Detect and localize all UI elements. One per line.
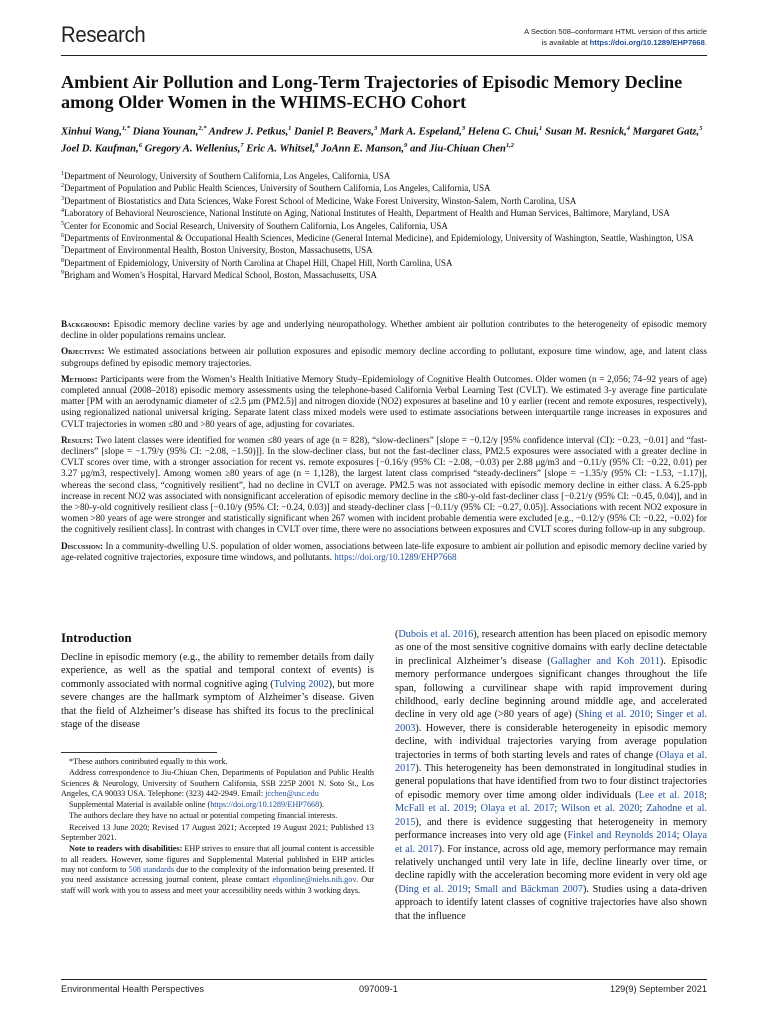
author-name: Gregory A. Wellenius, [141, 143, 241, 155]
author-affiliation-marker: 3 [373, 125, 378, 132]
affiliation-list [61, 169, 713, 280]
affiliation-text: Department of Biostatistics and Data Sciences, Wake Forest School of Medicine, Wake Forest University, Winston-Salem, North Carolina, USA [64, 195, 577, 206]
author-affiliation-marker: 8 [315, 141, 319, 149]
rc-text: ; [676, 830, 683, 842]
intro-text-a: Decline in episodic memory (e.g., the ability to remember details from daily experience, as well as the spatial and temporal context of events) is commonly associated with normal cognitive aging ( [61, 652, 374, 690]
rc-text: ; [554, 803, 561, 815]
affiliation-number: 4 [61, 208, 64, 215]
affiliation-item [61, 231, 713, 243]
footer-journal: Environmental Health Perspectives [61, 984, 204, 994]
author-affiliation-marker: 3 [461, 125, 466, 132]
background-text: Episodic memory decline varies by age and underlying neuropathology. Whether ambient air pollution contributes to the heterogeneity of episodic memory decline in older populations remains unclear. [61, 319, 707, 341]
note-line-2: is available at [541, 38, 590, 47]
introduction-heading: Introduction [61, 630, 132, 645]
discussion-label: Discussion: [61, 540, 104, 551]
author-name: Eric A. Whitsel, [243, 143, 316, 155]
affiliation-number: 1 [61, 171, 64, 177]
background-label: Background: [61, 319, 111, 329]
abstract-doi-link[interactable]: https://doi.org/10.1289/EHP7668 [334, 551, 457, 562]
footer-rule [61, 979, 707, 980]
footnote-equal: *These authors contributed equally to this work. [69, 757, 228, 766]
note-line-1: A Section 508–conformant HTML version of this article [524, 27, 707, 36]
abstract-background [61, 319, 707, 341]
note-doi-link[interactable]: https://doi.org/10.1289/EHP7668 [589, 38, 705, 47]
ref-wilson[interactable]: Wilson et al. 2020 [560, 803, 640, 815]
ref-tulving[interactable]: Tulving 2002 [273, 678, 329, 690]
ref-dubois[interactable]: Dubois et al. 2016 [398, 629, 474, 640]
affiliation-text: Brigham and Women’s Hospital, Harvard Medical School, Boston, Massachusetts, USA [64, 269, 377, 280]
left-column [61, 630, 374, 731]
affiliation-item [61, 268, 713, 280]
affiliation-item [61, 256, 713, 268]
intro-paragraph [61, 651, 374, 731]
affiliation-number: 8 [61, 257, 64, 264]
rc-text: ). Episodic memory performance undergoes significant changes throughout the life span, following a curvilinear shape with rapid improvement during childhood, early decline beginning around middle age, and accelerated decline in very old age (>80 years of age) ( [395, 655, 708, 721]
rc-text: ). Studies using a data-driven approach to identify latent classes of cognitive trajectories have also shown that the influence [395, 883, 707, 922]
affiliation-text: Laboratory of Behavioral Neuroscience, National Institute on Aging, National Institutes of Health, Department of Health and Human Services, Baltimore, Maryland, USA [64, 208, 670, 219]
affiliation-number: 3 [61, 195, 64, 202]
ref-olaya-3[interactable]: Olaya et al. 2017 [395, 830, 707, 855]
affiliation-item [61, 243, 713, 255]
author-affiliation-marker: 2,* [198, 125, 207, 132]
supp-link[interactable]: https://doi.org/10.1289/EHP7668 [210, 800, 320, 810]
ref-finkel[interactable]: Finkel and Reynolds 2014 [567, 830, 677, 842]
ref-small[interactable]: Small and Bäckman 2007 [474, 883, 583, 895]
ref-singer[interactable]: Singer et al. 2003 [395, 709, 708, 734]
footnote-supplemental [61, 800, 374, 810]
supp-end: ). [319, 800, 325, 810]
email-link[interactable]: jcchen@usc.edu [265, 788, 319, 798]
rc-text: ; [473, 803, 481, 815]
right-column [395, 628, 707, 923]
footer-page-number: 097009-1 [359, 984, 398, 994]
abstract-objectives [61, 346, 707, 368]
affiliation-item [61, 194, 713, 206]
affiliation-number: 6 [61, 232, 64, 239]
abstract-discussion [61, 541, 707, 563]
supp-text: Supplemental Material is available online ( [69, 800, 211, 810]
rc-text: ). However, there is considerable heterogeneity in episodic memory decline, with individual trajectories varying from average population trajectories in terms of both starting levels and rates of change ( [395, 722, 707, 761]
author-name: Xinhui Wang, [61, 126, 122, 138]
intro-text-b: ), but more severe changes are the hallmark symptom of Alzheimer’s disease. Given that the field of Alzheimer’s disease has shifted its focus to the preclinical stage of the disease [61, 678, 375, 731]
author-name: Helena C. Chui, [465, 126, 540, 138]
footnote-rule [61, 752, 217, 753]
rc-text: ; [704, 789, 707, 801]
header-rule [61, 55, 707, 56]
author-affiliation-marker: 5 [699, 125, 703, 132]
footer-issue: 129(9) September 2021 [609, 984, 707, 994]
author-affiliation-marker: 1,* [121, 125, 130, 132]
affiliation-item [61, 169, 713, 181]
section-label: Research [61, 22, 146, 47]
ref-olaya-2[interactable]: Olaya et al. 2017 [480, 803, 555, 815]
rc-text: ; [467, 883, 475, 895]
ref-gallagher[interactable]: Gallagher and Koh 2011 [550, 655, 660, 667]
affiliation-text: Department of Epidemiology, University of North Carolina at Chapel Hill, Chapel Hill, North Carolina, USA [64, 257, 453, 268]
note-text-c: . Our staff will work with you to assess and meet your accessibility needs within 3 working days. [61, 875, 374, 895]
author-affiliation-marker: 7 [240, 141, 244, 149]
ref-shing[interactable]: Shing et al. 2010 [578, 709, 651, 721]
author-name: Andrew J. Petkus, [206, 126, 289, 138]
rc-text: ), and there is evidence suggesting that heterogeneity in memory performance increases into very old age ( [395, 816, 707, 842]
note-label: Note to readers with disabilities: [69, 844, 183, 854]
ref-zahodne[interactable]: Zahodne et al. 2015 [395, 803, 707, 828]
results-label: Results: [61, 434, 94, 445]
rc-text: ). This heterogeneity has been demonstrated in longitudinal studies in general populations that have identified from two to four distinct trajectories of episodic memory over time among older individuals ( [395, 763, 707, 801]
footnote-dates: Received 13 June 2020; Revised 17 August 2021; Accepted 19 August 2021; Published 13 September 2021. [61, 822, 374, 843]
rc-text: ; [639, 803, 647, 815]
abstract-methods [61, 374, 707, 430]
results-text: Two latent classes were identified for women ≤80 years of age (n = 828), “slow-decliners” [slope = −0.12/y [95% confidence interval (CI): −0.23, −0.01] and “fast-decliners” [slope = −1.79/y (95% CI: −2.08, −1.50)]]. In the slow-decliner class, but not the fast-decliner class, PM2.5 exposures were associated with a greater decline in CVLT scores over time, with a stronger association for recent vs. remote exposures [−0.16/y (95% CI: −2.08, −0.03) per 2.88 μg/m3 and −0.11/y (95% CI: −0.22, 0.01) per 3.27 μg/m3, respectively]. Among women ≥80 years of age (n = 1,128), the largest latent class comprised “steady-decliners” [slope = −1.35/y (95% CI: −1.53, −1.17)], whereas the second class, “cognitively resilient”, had no decline in CVLT on average. PM2.5 was not associated with episodic memory decline in either class. A 6.25-ppb increase in recent NO2 was associated with nonsignificant acceleration of episodic memory decline in the ≤80-y-old fast-decliner class [−0.21/y (95% CI: −0.45, 0.04)], and in the >80-y-old cognitively resilient class [−0.10/y (95% CI: −0.24, 0.03)] and steady-decliner class [−0.11/y (95% CI: −0.27, 0.05)]. Associations with recent NO2 exposure in women >80 years of age were stronger and statistically significant when 267 women with incident probable dementia were excluded [e.g., −0.12/y (95% CI: −0.22, −0.02) for the cognitively resilient class]. In contrast with changes in CVLT over time, there were no associations between exposures and CVLT scores during follow-up in any subgroup. [61, 434, 707, 535]
methods-text: Participants were from the Women’s Health Initiative Memory Study–Epidemiology of Cognitive Health Outcomes. Older women (n = 2,056; 74–92 years of age) completed annual (2008–2018) episodic memory assessments using the telephone-based California Verbal Learning Test (CVLT). We estimated 3-y average fine particulate matter [PM with an aerodynamic diameter of ≤2.5 μm (PM2.5)] and nitrogen dioxide (NO2) exposures at baseline and 10 y earlier (recent and remote exposures, respectively), using regionalized national universal kriging. Separate latent class mixed models were used to estimate associations between interquartile range increases in exposures and CVLT trajectories in women ≤80 and >80 years of age, adjusting for covariates. [61, 373, 707, 429]
html-version-note [467, 26, 707, 48]
rc-text: ), research attention has been placed on episodic memory as one of the most sensitive cognitive domains with early decline detectable in preclinical Alzheimer’s disease ( [395, 629, 707, 667]
rc-text: ). For instance, across old age, memory performance may remain relatively unchanged until very late in life, decline linearly over time, or decline rapidly with the acceleration becoming more evident in very old age ( [395, 843, 707, 895]
footnotes [61, 757, 374, 897]
affiliation-number: 5 [61, 220, 64, 227]
ref-lee[interactable]: Lee et al. 2018 [638, 789, 705, 801]
affiliation-text: Center for Economic and Social Research, University of Southern California, Los Angeles, California, USA [64, 220, 448, 231]
objectives-label: Objectives: [61, 346, 105, 357]
author-name: and Jiu-Chiuan Chen [407, 143, 506, 155]
objectives-text: We estimated associations between air pollution exposures and episodic memory decline according to pollutant, exposure time window, age, and latent class subgroups defined by episodic memory trajectories. [61, 346, 707, 368]
footnote-competing: The authors declare they have no actual or potential competing financial interests. [69, 811, 338, 821]
affiliation-number: 7 [61, 245, 64, 252]
ref-mcfall[interactable]: McFall et al. 2019 [395, 803, 474, 815]
author-affiliation-marker: 9 [404, 141, 408, 149]
author-affiliation-marker: 1 [539, 125, 543, 132]
affiliation-text: Department of Population and Public Health Sciences, University of Southern California, Los Angeles, California, USA [64, 183, 491, 194]
author-name: Margaret Gatz, [630, 126, 700, 138]
affiliation-number: 2 [61, 183, 64, 190]
affiliation-text: Departments of Environmental & Occupational Health Sciences, Medicine (General Internal Medicine), and Epidemiology, University of Washington, Seattle, Washington, USA [64, 232, 694, 243]
affiliation-number: 9 [61, 270, 64, 276]
ehp-email-link[interactable]: ehponline@niehs.nih.gov [272, 875, 356, 885]
author-affiliation-marker: 1 [288, 125, 292, 132]
affiliation-text: Department of Neurology, University of Southern California, Los Angeles, California, USA [64, 170, 391, 181]
abstract [61, 319, 707, 568]
footnote-accessibility [61, 844, 374, 895]
discussion-text: In a community-dwelling U.S. population of older women, associations between late-life exposure to ambient air pollution and episodic memory decline varied by age-related cognitive trajectories, exposure time windows, and pollutants. [61, 540, 707, 562]
rc-text: ; [650, 709, 657, 721]
rc-text: ( [395, 629, 399, 640]
author-affiliation-marker: 4 [626, 125, 631, 132]
author-name: JoAnn E. Manson, [318, 143, 405, 155]
abstract-results [61, 435, 707, 536]
author-name: Daniel P. Beavers, [291, 126, 374, 138]
footnote-address [61, 768, 374, 799]
address-text: Address correspondence to Jiu-Chiuan Chen, Departments of Population and Public Health Sciences & Neurology, University of Southern California, SSB 225P 2001 N. Soto St., Los Angeles, CA 90033 USA. Telephone: (323) 442-2949. Email: [61, 768, 374, 798]
author-name: Joel D. Kaufman, [61, 143, 139, 155]
affiliation-item [61, 206, 713, 218]
author-name: Mark A. Espeland, [377, 126, 462, 138]
author-affiliation-marker: 1,2 [505, 141, 515, 149]
ref-ding[interactable]: Ding et al. 2019 [398, 883, 468, 895]
affiliation-item [61, 181, 713, 193]
ref-olaya[interactable]: Olaya et al. 2017 [395, 749, 707, 775]
note-text-a: EHP strives to ensure that all journal content is accessible to all readers. However, some figures and Supplemental Material published in EHP articles may not conform to [61, 844, 374, 874]
article-title: Ambient Air Pollution and Long-Term Trajectories of Episodic Memory Decline among Older Women in the WHIMS-ECHO Cohort [61, 72, 683, 112]
author-name: Susan M. Resnick, [542, 126, 627, 138]
affiliation-text: Department of Environmental Health, Boston University, Boston, Massachusetts, USA [64, 245, 373, 256]
author-affiliation-marker: 6 [138, 141, 142, 149]
methods-label: Methods: [61, 373, 98, 384]
note-suffix: . [704, 38, 707, 47]
author-name: Diana Younan, [129, 126, 199, 138]
standards-link[interactable]: 508 standards [128, 864, 175, 874]
author-list [61, 122, 721, 155]
note-text-b: due to the complexity of the information being presented. If you need assistance accessing journal content, please contact [61, 864, 374, 885]
affiliation-item [61, 219, 713, 231]
